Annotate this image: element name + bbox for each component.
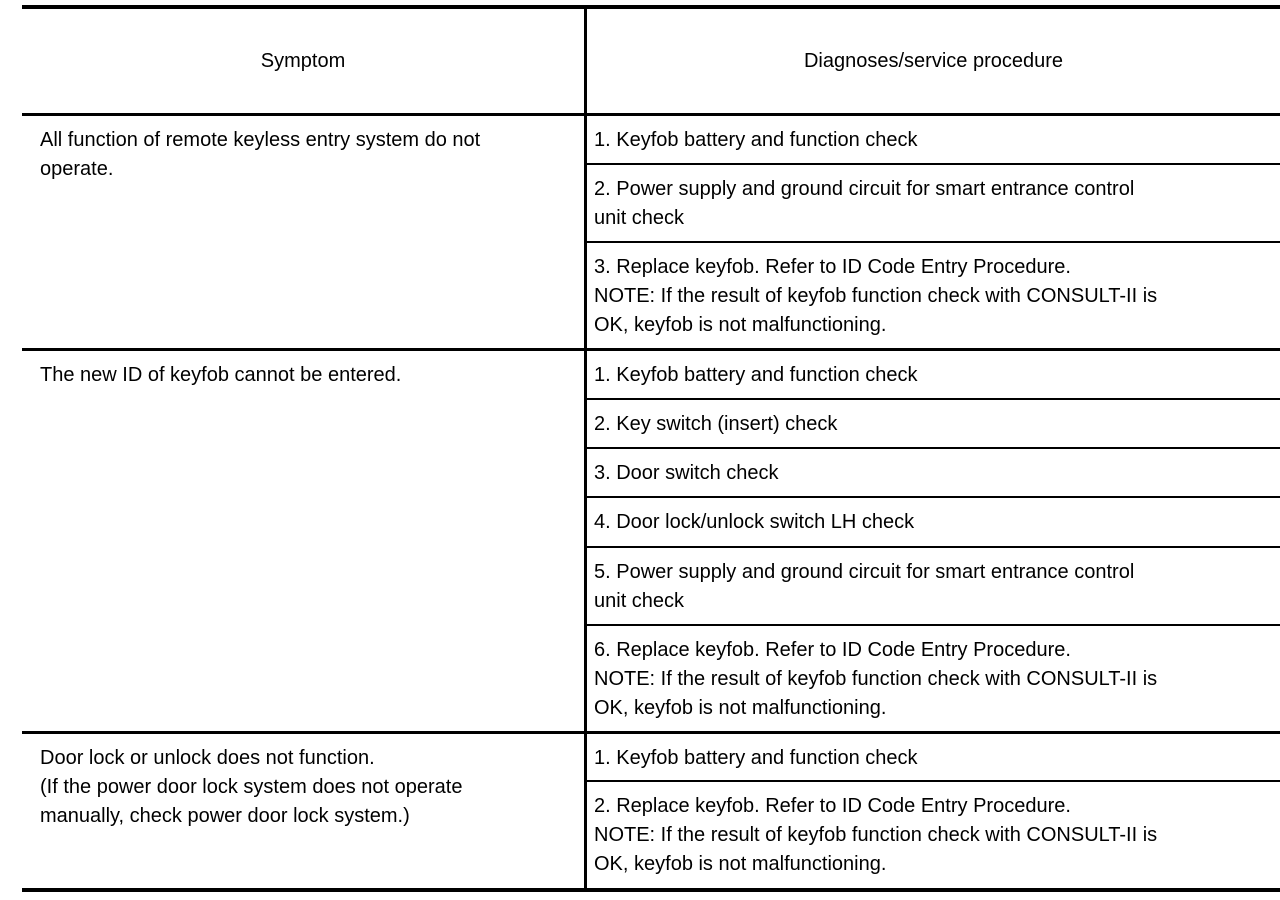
procedure-line: NOTE: If the result of keyfob function check with CONSULT-II is bbox=[594, 285, 1158, 307]
procedure-step bbox=[594, 459, 779, 488]
procedure-step bbox=[594, 175, 1134, 233]
symptom-cell bbox=[40, 744, 462, 831]
procedure-step bbox=[594, 508, 914, 537]
cell-divider bbox=[587, 163, 1280, 165]
procedure-step bbox=[594, 410, 837, 439]
table-bottom-border bbox=[22, 888, 1280, 892]
symptom-line: Door lock or unlock does not function. bbox=[40, 747, 375, 769]
procedure-line: 2. Power supply and ground circuit for smart entrance control bbox=[594, 178, 1135, 200]
symptom-line: All function of remote keyless entry system do not bbox=[40, 129, 481, 151]
procedure-line: unit check bbox=[594, 590, 685, 612]
procedure-line: 1. Keyfob battery and function check bbox=[594, 364, 918, 386]
procedure-step bbox=[594, 253, 1157, 340]
procedure-step bbox=[594, 744, 918, 773]
procedure-line: unit check bbox=[594, 207, 685, 229]
symptom-line: The new ID of keyfob cannot be entered. bbox=[40, 364, 402, 386]
row-divider bbox=[22, 348, 1280, 351]
procedure-line: 4. Door lock/unlock switch LH check bbox=[594, 511, 915, 533]
cell-divider bbox=[587, 624, 1280, 626]
procedure-line: OK, keyfob is not malfunctioning. bbox=[594, 697, 887, 719]
header-procedure: Diagnoses/service procedure bbox=[803, 50, 1064, 72]
symptom-cell bbox=[40, 361, 401, 390]
header-symptom: Symptom bbox=[260, 50, 346, 72]
procedure-step bbox=[594, 792, 1157, 879]
cell-divider bbox=[587, 241, 1280, 243]
procedure-line: NOTE: If the result of keyfob function check with CONSULT-II is bbox=[594, 824, 1158, 846]
procedure-line: 2. Key switch (insert) check bbox=[594, 413, 838, 435]
procedure-step bbox=[594, 126, 918, 155]
cell-divider bbox=[587, 447, 1280, 449]
procedure-line: NOTE: If the result of keyfob function check with CONSULT-II is bbox=[594, 668, 1158, 690]
procedure-step bbox=[594, 636, 1157, 723]
procedure-line: OK, keyfob is not malfunctioning. bbox=[594, 853, 887, 875]
procedure-line: 2. Replace keyfob. Refer to ID Code Entry Procedure. bbox=[594, 795, 1071, 817]
procedure-step bbox=[594, 361, 918, 390]
row-divider bbox=[22, 731, 1280, 734]
symptom-line: operate. bbox=[40, 158, 114, 180]
procedure-line: OK, keyfob is not malfunctioning. bbox=[594, 314, 887, 336]
cell-divider bbox=[587, 398, 1280, 400]
procedure-line: 3. Replace keyfob. Refer to ID Code Entry Procedure. bbox=[594, 256, 1071, 278]
table-top-border bbox=[22, 5, 1280, 9]
procedure-line: 1. Keyfob battery and function check bbox=[594, 129, 918, 151]
header-divider bbox=[22, 113, 1280, 116]
procedure-line: 5. Power supply and ground circuit for smart entrance control bbox=[594, 561, 1135, 583]
symptom-line: (If the power door lock system does not operate bbox=[40, 776, 463, 798]
cell-divider bbox=[587, 780, 1280, 782]
symptom-cell bbox=[40, 126, 480, 184]
procedure-line: 1. Keyfob battery and function check bbox=[594, 747, 918, 769]
procedure-step bbox=[594, 558, 1134, 616]
symptom-line: manually, check power door lock system.) bbox=[40, 805, 410, 827]
cell-divider bbox=[587, 496, 1280, 498]
cell-divider bbox=[587, 546, 1280, 548]
procedure-line: 6. Replace keyfob. Refer to ID Code Entry Procedure. bbox=[594, 639, 1071, 661]
procedure-line: 3. Door switch check bbox=[594, 462, 779, 484]
